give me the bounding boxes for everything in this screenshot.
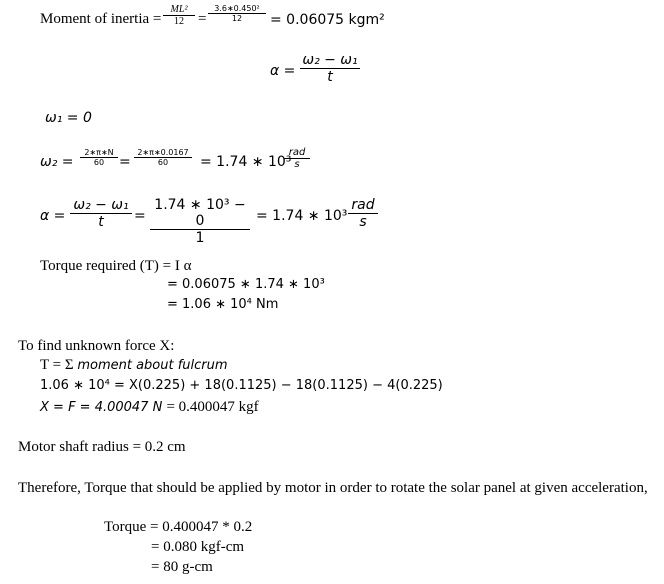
alpha-calc-result: = 1.74 ∗ 10³ [256,208,348,224]
alpha-def-lhs: α = [270,63,296,79]
moi-result: = 0.06075 kgm² [270,12,385,28]
shaft-radius: Motor shaft radius = 0.2 cm [18,439,186,455]
moi-frac1-denominator: 12 [174,16,184,27]
alpha-def-denominator: t [327,69,333,85]
alpha-calc-frac2-denominator: 1 [195,230,205,246]
moi-frac1-numerator: ML² [170,4,188,15]
omega2-frac1-numerator: 2∗π∗N [84,148,114,157]
unknown-line-1 [40,357,228,374]
omega2-fraction-2 [134,148,192,167]
alpha-calc-lhs: α = [40,208,66,224]
moi-equals: = [198,11,207,27]
unknown-line-3-math: X = F = 4.00047 N [40,400,167,415]
unknown-line-3 [40,398,259,416]
unknown-line-1-italic: moment about fulcrum [77,358,228,373]
alpha-calc-frac1-numerator: ω₂ − ω₁ [73,197,129,213]
torque-line-3: = 1.06 ∗ 10⁴ Nm [167,297,279,312]
therefore-text: Therefore, Torque that should be applied by motor in order to rotate the solar panel at given acceleration, [18,480,648,496]
torque-line-1: Torque required (T) = I α [40,258,192,274]
final-line-3: = 80 g-cm [151,559,213,575]
alpha-calc-fraction-1 [70,197,132,230]
alpha-def-numerator: ω₂ − ω₁ [302,52,358,68]
omega2-frac2-denominator: 60 [157,158,169,167]
omega2-result: = 1.74 ∗ 10³ [200,154,292,170]
torque-line-2: = 0.06075 ∗ 1.74 ∗ 10³ [167,277,325,292]
omega2-equals: = [119,154,131,170]
alpha-calc-equals: = [134,208,146,224]
unknown-line-3-text: = 0.400047 kgf [166,399,259,415]
moi-frac2-denominator: 12 [231,14,243,23]
omega2-lhs: ω₂ = [40,154,74,170]
omega2-unit-denominator: s [294,159,300,170]
omega2-unit [284,147,310,170]
final-line-2: = 0.080 kgf-cm [151,539,245,555]
moi-label: Moment of inertia = [40,11,162,27]
moi-fraction-1 [163,4,195,27]
final-line-1: Torque = 0.400047 * 0.2 [104,519,253,535]
moi-frac2-numerator: 3.6∗0.450² [214,4,260,13]
unknown-line-2: 1.06 ∗ 10⁴ = X(0.225) + 18(0.1125) − 18(0.1125) − 4(0.225) [40,378,443,393]
unknown-heading: To find unknown force X: [18,338,175,354]
omega2-frac1-denominator: 60 [93,158,105,167]
omega2-fraction-1 [80,148,118,167]
omega2-unit-numerator: rad [288,147,306,158]
alpha-calc-fraction-2 [150,197,250,246]
omega1-line: ω₁ = 0 [45,110,92,126]
alpha-calc-unit-numerator: rad [351,197,375,213]
alpha-calc-unit [348,197,378,230]
alpha-calc-frac2-numerator: 1.74 ∗ 10³ − 0 [154,197,246,229]
moi-fraction-2 [208,4,266,23]
alpha-def-fraction [300,52,360,85]
unknown-line-1-prefix: T = Σ [40,357,78,373]
alpha-calc-unit-denominator: s [359,214,367,230]
omega2-frac2-numerator: 2∗π∗0.0167 [137,148,189,157]
alpha-calc-frac1-denominator: t [98,214,104,230]
